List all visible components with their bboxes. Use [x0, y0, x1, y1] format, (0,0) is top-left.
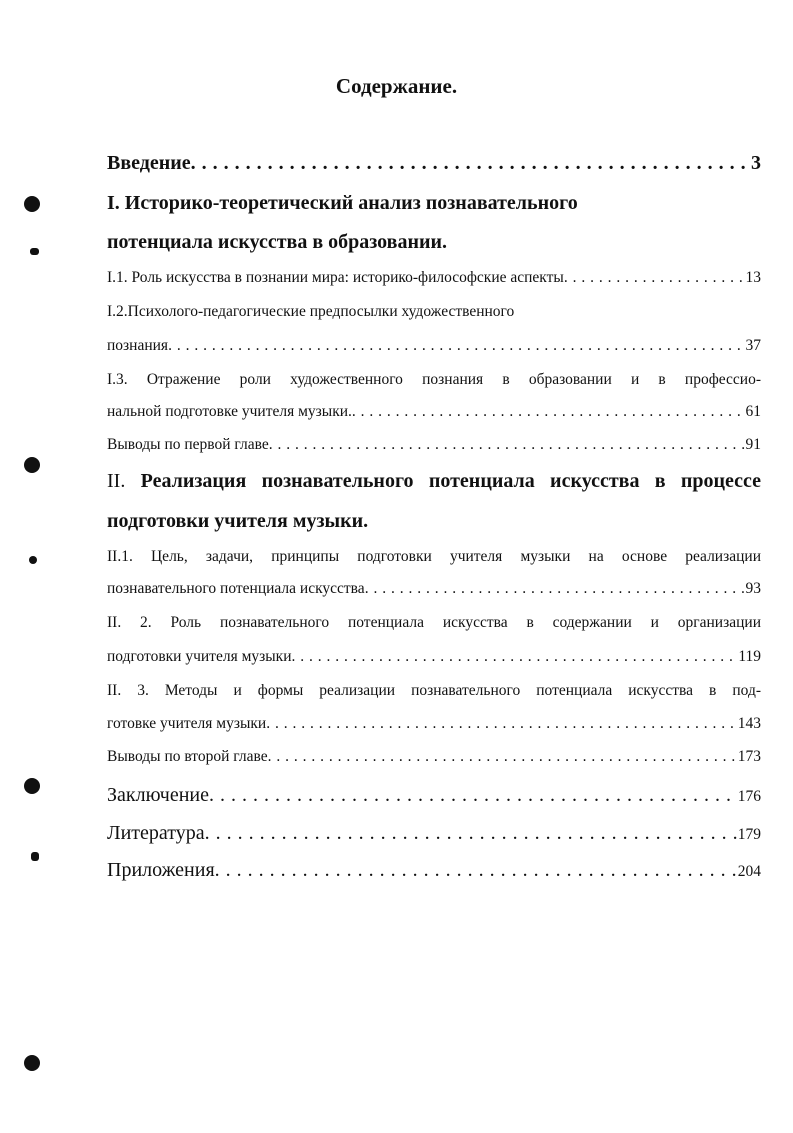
toc-page-number: 91 [745, 436, 761, 453]
toc-entry-2-2 [107, 648, 761, 666]
scan-speck [30, 248, 39, 255]
toc-entry-label: Заключение [107, 784, 209, 806]
toc-entry-label: познавательного потенциала искусства [107, 580, 365, 597]
binder-hole [24, 778, 40, 794]
toc-page-number: 176 [737, 788, 761, 805]
chapter-2-heading-line1 [107, 470, 761, 493]
toc-entry-1-2-line1: I.2.Психолого-педагогические предпосылки художественного [107, 303, 515, 320]
toc-entry-conclusion [107, 784, 761, 807]
toc-entry-label: Выводы по первой главе [107, 436, 269, 453]
chapter-2-title-line2: подготовки учителя музыки. [107, 510, 369, 532]
toc-entry-label: I.1. Роль искусства в познании мира: историко-философские аспекты [107, 269, 564, 286]
toc-entry-2-3-line1: II. 3. Методы и формы реализации познавательного потенциала искусства в под- [107, 682, 761, 699]
chapter-1-heading-line1 [107, 192, 578, 215]
toc-entry-label: Выводы по второй главе [107, 748, 268, 765]
toc-entry-label: подготовки учителя музыки [107, 648, 292, 665]
toc-entry-2-1 [107, 580, 761, 598]
toc-page-number: 179 [737, 826, 761, 843]
toc-entry-2-1-line1: II.1. Цель, задачи, принципы подготовки учителя музыки на основе реализации [107, 548, 761, 565]
leader-dots [292, 648, 739, 666]
leader-dots [205, 822, 738, 845]
leader-dots [215, 859, 738, 882]
toc-page-number: 61 [745, 403, 761, 420]
leader-dots [269, 436, 746, 454]
toc-entry-label: нальной подготовке учителя музыки. [107, 403, 352, 420]
toc-entry-intro [107, 152, 761, 175]
toc-entry-1-3 [107, 403, 761, 421]
toc-entry-1-3-line1: I.3. Отражение роли художественного познания в образовании и в профессио- [107, 371, 761, 388]
toc-page-number: 3 [751, 152, 761, 174]
toc-entry-1-2 [107, 337, 761, 355]
toc-entry-1-1 [107, 269, 761, 287]
chapter-1-title-line1: Историко-теоретический анализ познавательного [124, 192, 578, 214]
toc-entry-label: Приложения [107, 859, 215, 881]
binder-hole [24, 457, 40, 473]
toc-entry-literature [107, 822, 761, 845]
toc-entry-chapter-2-conclusions [107, 748, 761, 766]
binder-hole [24, 196, 40, 212]
chapter-1-number: I. [107, 192, 120, 214]
toc-page-number: 13 [745, 269, 761, 286]
leader-dots [365, 580, 746, 598]
binder-hole [24, 1055, 40, 1071]
toc-page-number: 93 [745, 580, 761, 597]
toc-entry-label: готовке учителя музыки [107, 715, 267, 732]
toc-entry-2-2-line1: II. 2. Роль познавательного потенциала искусства в содержании и организации [107, 614, 761, 631]
toc-entry-2-3 [107, 715, 761, 733]
leader-dots [191, 152, 751, 175]
toc-entry-label: Литература [107, 822, 205, 844]
page-title: Содержание. [335, 74, 458, 98]
toc-entry-label: Введение [107, 152, 191, 174]
toc-entry-appendices [107, 859, 761, 882]
leader-dots [266, 715, 738, 733]
leader-dots [268, 748, 738, 766]
toc-page-number: 204 [737, 863, 761, 880]
leader-dots [168, 337, 745, 355]
leader-dots [564, 269, 746, 287]
chapter-2-number: II. [107, 470, 126, 492]
scan-speck [31, 852, 39, 861]
toc-page-number: 119 [738, 648, 761, 665]
toc-entry-chapter-1-conclusions [107, 436, 761, 454]
toc-page-number: 173 [737, 748, 761, 765]
chapter-1-title-line2: потенциала искусства в образовании. [107, 231, 448, 253]
toc-entry-label: познания [107, 337, 169, 354]
scan-speck [29, 556, 37, 564]
chapter-2-title-line1: Реализация познавательного потенциала искусства в процессе [140, 470, 761, 492]
leader-dots [209, 784, 738, 807]
leader-dots [352, 403, 746, 421]
toc-page-number: 143 [737, 715, 761, 732]
toc-page-number: 37 [745, 337, 761, 354]
